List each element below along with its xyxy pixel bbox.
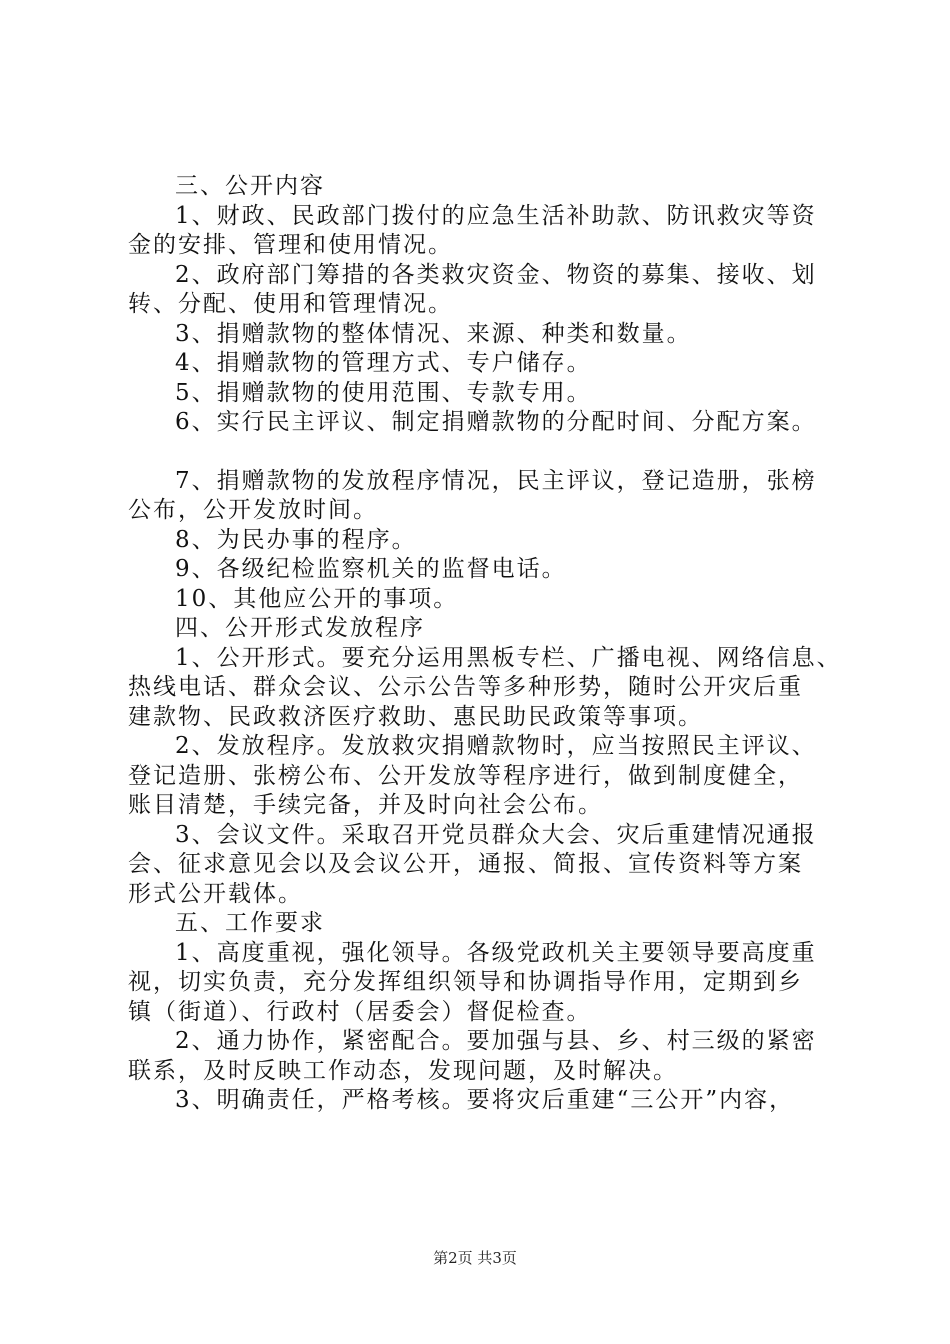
text-line: 4、捐赠款物的管理方式、专户储存。 <box>175 350 592 376</box>
text-line: 5、捐赠款物的使用范围、专款专用。 <box>175 379 592 406</box>
document-body <box>128 172 848 1116</box>
text-line: 公布，公开发放时间。 <box>128 497 378 523</box>
text-line: 五、工作要求 <box>175 910 325 936</box>
page-footer: 第2页 共3页 <box>433 1249 517 1267</box>
text-line: 联系，及时反映工作动态，发现问题，及时解决。 <box>128 1057 678 1084</box>
text-line: 3、会议文件。采取召开党员群众大会、灾后重建情况通报 <box>175 821 817 848</box>
text-line: 10、其他应公开的事项。 <box>175 585 459 612</box>
text-line: 视，切实负责，充分发挥组织领导和协调指导作用，定期到乡 <box>128 969 803 995</box>
text-line: 3、捐赠款物的整体情况、来源、种类和数量。 <box>175 320 692 347</box>
text-line: 8、为民办事的程序。 <box>175 526 417 553</box>
text-line: 2、政府部门筹措的各类救灾资金、物资的募集、接收、划 <box>175 261 817 288</box>
text-line: 登记造册、张榜公布、公开发放等程序进行，做到制度健全， <box>128 762 803 789</box>
text-line: 三、公开内容 <box>175 173 325 199</box>
text-line: 转、分配、使用和管理情况。 <box>128 291 453 317</box>
text-line: 2、通力协作，紧密配合。要加强与县、乡、村三级的紧密 <box>175 1028 817 1054</box>
text-line: 形式公开载体。 <box>128 880 303 907</box>
paragraph-gap <box>128 438 848 467</box>
text-line: 1、高度重视，强化领导。各级党政机关主要领导要高度重 <box>175 939 817 966</box>
text-line: 热线电话、群众会议、公示公告等多种形势，随时公开灾后重 <box>128 674 803 700</box>
text-line: 2、发放程序。发放救灾捐赠款物时，应当按照民主评议、 <box>175 733 817 759</box>
text-line: 9、各级纪检监察机关的监督电话。 <box>175 556 567 582</box>
text-line: 7、捐赠款物的发放程序情况，民主评议，登记造册，张榜 <box>175 467 817 494</box>
text-line: 3、明确责任，严格考核。要将灾后重建“三公开”内容， <box>175 1087 795 1113</box>
body-section-1 <box>128 172 848 438</box>
text-line: 1、公开形式。要充分运用黑板专栏、广播电视、网络信息、 <box>175 644 842 671</box>
text-line: 四、公开形式发放程序 <box>175 615 425 641</box>
text-line: 镇（街道）、行政村（居委会）督促检查。 <box>128 998 592 1025</box>
text-line: 账目清楚，手续完备，并及时向社会公布。 <box>128 792 603 818</box>
text-line: 会、征求意见会以及会议公开，通报、简报、宣传资料等方案 <box>128 851 803 877</box>
text-line: 金的安排、管理和使用情况。 <box>128 232 453 258</box>
text-line: 建款物、民政救济医疗救助、惠民助民政策等事项。 <box>128 703 703 730</box>
text-line: 1、财政、民政部门拨付的应急生活补助款、防讯救灾等资 <box>175 202 817 229</box>
text-line: 6、实行民主评议、制定捐赠款物的分配时间、分配方案。 <box>175 409 817 435</box>
body-section-2 <box>128 467 848 1116</box>
